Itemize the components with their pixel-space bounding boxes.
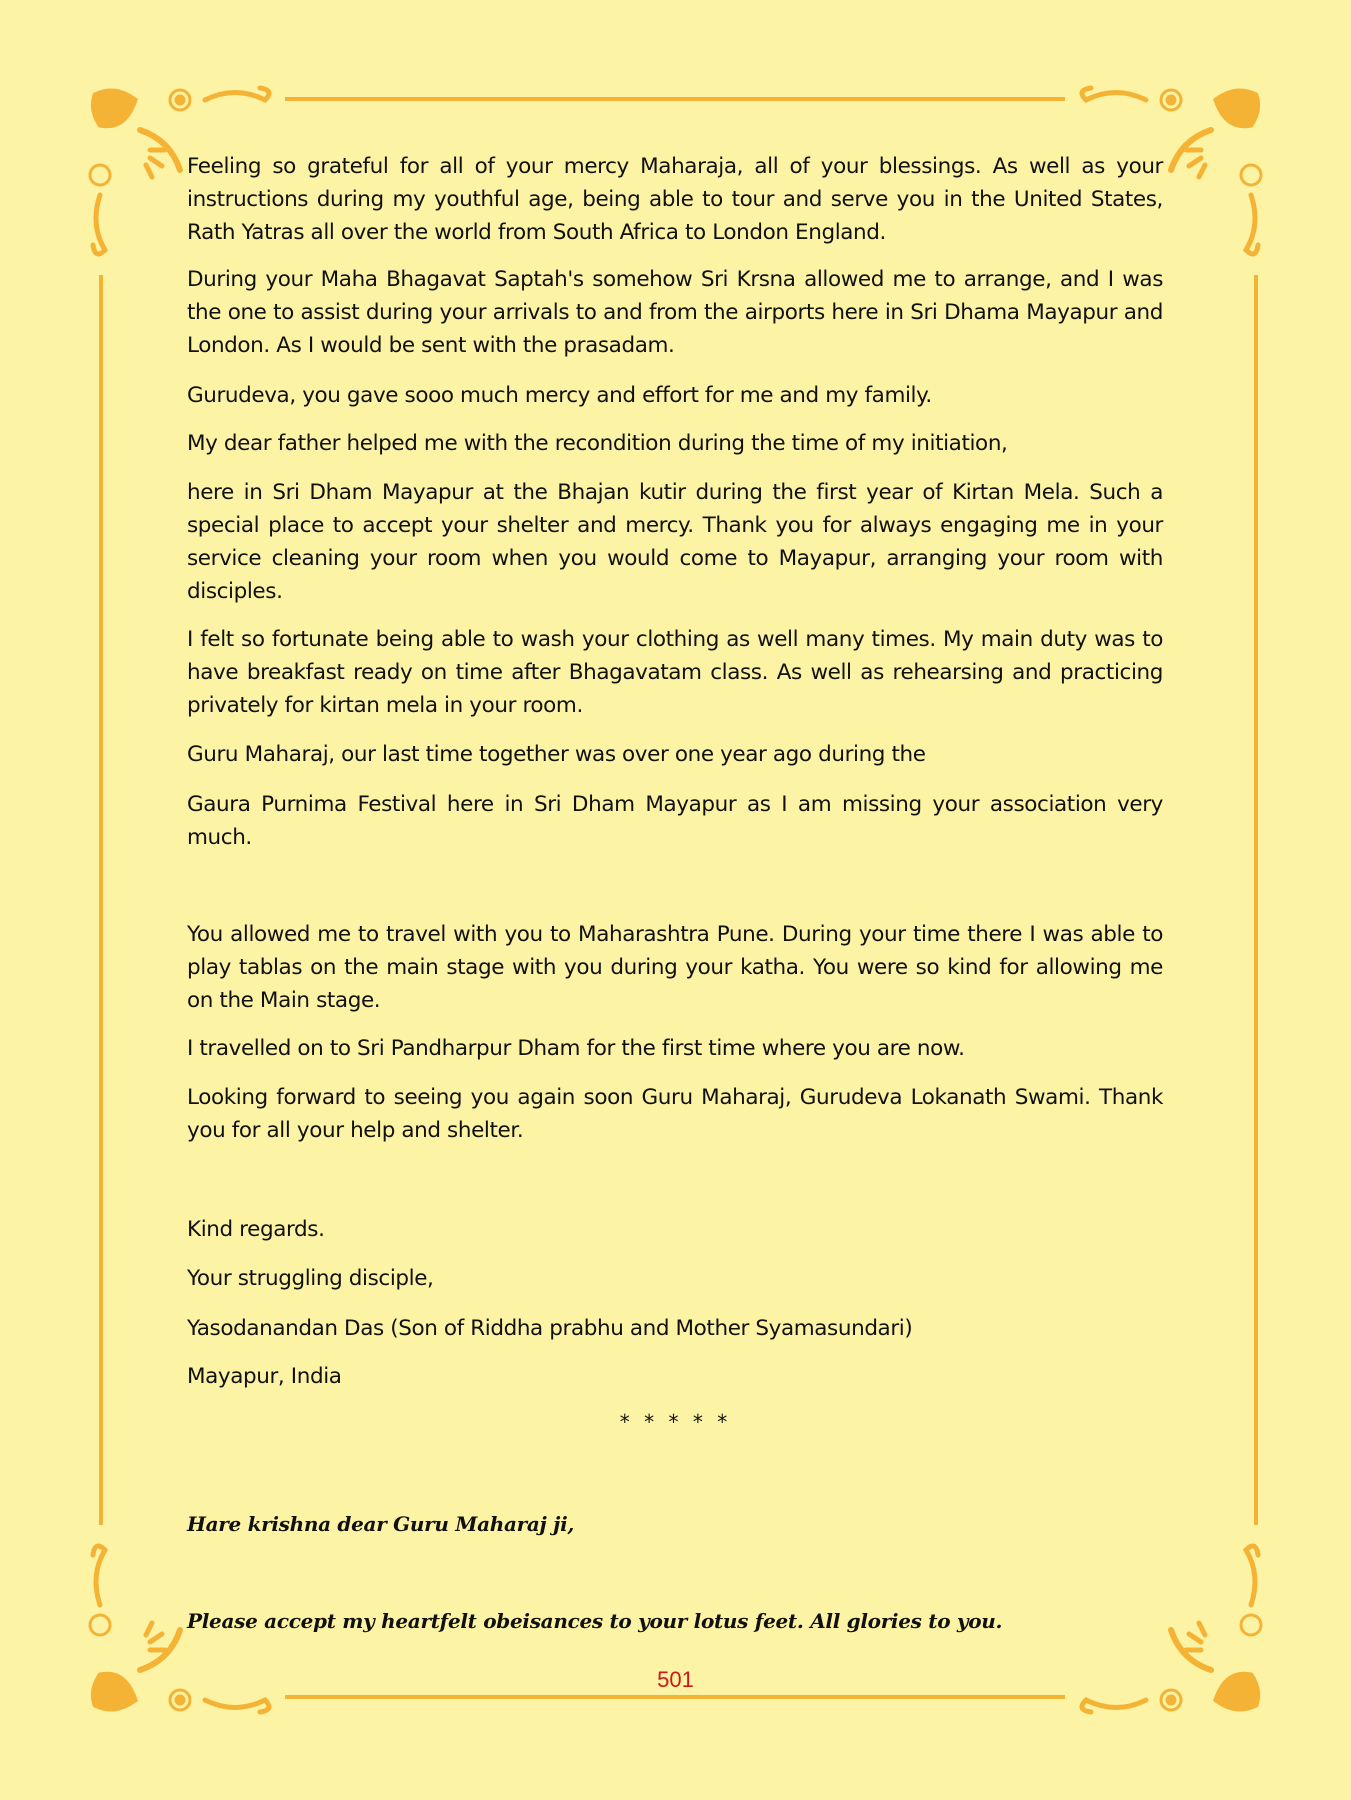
paragraph: Guru Maharaj, our last time together was over one year ago during the [187, 742, 926, 767]
paragraph: Feeling so grateful for all of your mercy Maharaja, all of your blessings. As well as your instructions during my youthful age, being able to tour and serve you in the United States, Rath Yatras all over the world from South Africa to London England. [187, 154, 1163, 245]
paragraph: I travelled on to Sri Pandharpur Dham for the first time where you are now. [187, 1036, 965, 1061]
signature-location: Mayapur, India [187, 1364, 342, 1389]
separator: * * * * * [619, 1410, 732, 1434]
paragraph: Looking forward to seeing you again soon Guru Maharaj, Gurudeva Lokanath Swami. Thank you for all your help and shelter. [187, 1085, 1163, 1143]
page-number: 501 [657, 1667, 694, 1692]
paragraph: I felt so fortunate being able to wash your clothing as well many times. My main duty was to have breakfast ready on time after Bhagavatam class. As well as rehearsing and practicing privately for kirtan mela in your room. [187, 627, 1163, 718]
closing: Kind regards. [187, 1217, 325, 1242]
signature-line: Your struggling disciple, [187, 1266, 434, 1291]
paragraph: Gurudeva, you gave sooo much mercy and effort for me and my family. [187, 383, 932, 408]
paragraph: Gaura Purnima Festival here in Sri Dham Mayapur as I am missing your association very much. [187, 792, 1163, 850]
paragraph: here in Sri Dham Mayapur at the Bhajan kutir during the first year of Kirtan Mela. Such a special place to accept your shelter and mercy. Thank you for always engaging me in your service cleaning your room when you would come to Mayapur, arranging your room with disciples. [187, 480, 1163, 604]
paragraph: My dear father helped me with the recondition during the time of my initiation, [187, 431, 1008, 456]
next-letter-greeting: Hare krishna dear Guru Maharaj ji, [187, 1512, 575, 1536]
signature-name: Yasodanandan Das (Son of Riddha prabhu and Mother Syamasundari) [187, 1316, 913, 1341]
paragraph: During your Maha Bhagavat Saptah's somehow Sri Krsna allowed me to arrange, and I was the one to assist during your arrivals to and from the airports here in Sri Dhama Mayapur and London. As I would be sent with the prasadam. [187, 267, 1163, 358]
next-letter-line: Please accept my heartfelt obeisances to your lotus feet. All glories to you. [187, 1609, 1003, 1633]
paragraph: You allowed me to travel with you to Maharashtra Pune. During your time there I was able to play tablas on the main stage with you during your katha. You were so kind for allowing me on the Main stage. [187, 922, 1163, 1013]
